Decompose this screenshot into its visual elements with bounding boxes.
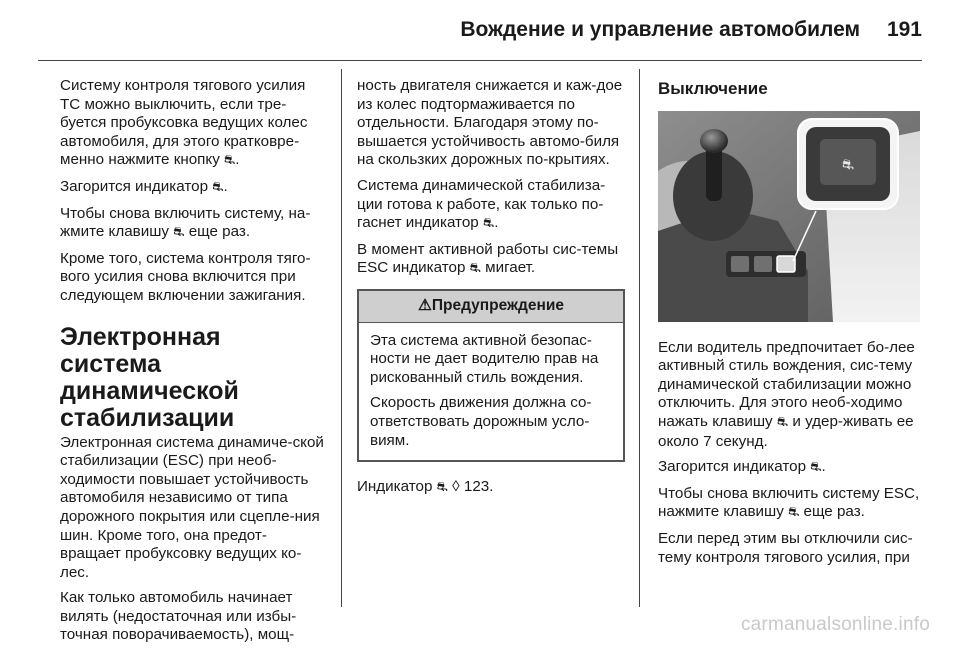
header-rule xyxy=(38,60,922,61)
column-divider xyxy=(341,69,342,607)
paragraph: Загорится индикатор ⛐. xyxy=(60,177,228,195)
page-reference-icon: ◊ xyxy=(452,478,460,496)
section-heading: Электронная система динамической стабилизации xyxy=(60,322,239,432)
esc-indicator-icon: ⛐ xyxy=(436,480,448,496)
svg-text:⛐: ⛐ xyxy=(841,156,855,173)
paragraph: Электронная система динамиче-ской стабилизации (ESC) при необ-ходимости повышает устойчивость автомобиля независимо от типа дорожного покрытия или сцепле-ния шин. Кроме того, она предот-вращает пробуксовку ведущих ко-лес. xyxy=(60,433,324,581)
subheading: Выключение xyxy=(658,79,768,98)
paragraph: Если перед этим вы отключили сис-тему контроля тягового усилия, при xyxy=(658,529,913,566)
column-left xyxy=(60,77,326,652)
column-right xyxy=(658,77,924,574)
paragraph: Если водитель предпочитает бо-лее активный стиль вождения, сис-тему динамической стабилизации можно отключить. Для этого необ-ходимо нажать клавишу ⛐ и удер-живать ее около 7 секунд. xyxy=(658,338,915,450)
warning-box xyxy=(357,289,625,462)
tc-off-indicator-icon: ⛐ xyxy=(212,179,224,195)
paragraph: Как только автомобиль начинает вилять (недостаточная или избы-точная поворачиваемость), мощ- xyxy=(60,589,297,644)
paragraph: Система динамической стабилиза-ции готова к работе, как только по-гаснет индикатор ⛐. xyxy=(357,176,606,232)
paragraph: Загорится индикатор ⛐. xyxy=(658,458,826,476)
esc-button-icon: ⛐ xyxy=(788,505,800,521)
center-console-photo xyxy=(658,111,920,322)
paragraph: Индикатор ⛐ ◊ 123. xyxy=(357,478,494,496)
esc-button-icon: ⛐ xyxy=(173,225,185,241)
esc-indicator-icon: ⛐ xyxy=(482,216,495,232)
watermark: carmanualsonline.info xyxy=(740,614,930,635)
warning-triangle-icon: ⚠ xyxy=(418,296,432,314)
paragraph: Кроме того, система контроля тяго-вого усилия снова включится при следующем включении зажигания. xyxy=(60,249,311,304)
esc-button-icon: ⛐ xyxy=(224,153,236,169)
warning-title: ⚠Предупреждение xyxy=(359,291,623,323)
column-divider xyxy=(639,69,640,607)
esc-off-indicator-icon: ⛐ xyxy=(810,460,822,476)
paragraph: Чтобы снова включить систему ESC, нажмите клавишу ⛐ еще раз. xyxy=(658,484,920,521)
paragraph: Систему контроля тягового усилия ТС можно выключить, если тре-буется пробуксовка ведущих колес автомобиля, для этого кратковре-менно нажмите кнопку ⛐. xyxy=(60,77,308,169)
paragraph: В момент активной работы сис-темы ESC индикатор ⛐ мигает. xyxy=(357,240,619,277)
page-number: 191 xyxy=(886,18,922,41)
page-reference: 123. xyxy=(463,478,494,496)
warning-text: Скорость движения должна со-ответствовать дорожным усло-виям. xyxy=(370,394,592,449)
warning-text: Эта система активной безопас-ности не дает водителю прав на рискованный стиль вождения. xyxy=(370,331,599,386)
esc-button-icon: ⛐ xyxy=(776,414,789,430)
paragraph: Чтобы снова включить систему, на-жмите клавишу ⛐ еще раз. xyxy=(60,204,311,241)
esc-indicator-icon: ⛐ xyxy=(469,261,481,277)
paragraph: ность двигателя снижается и каж-дое из колес подтормаживается по отдельности. Благодаря этому по-вышается устойчивость автомо-биля на скользких дорожных по-крытиях. xyxy=(357,77,623,169)
page-header-title: Вождение и управление автомобилем xyxy=(460,18,860,41)
column-middle xyxy=(357,77,625,505)
